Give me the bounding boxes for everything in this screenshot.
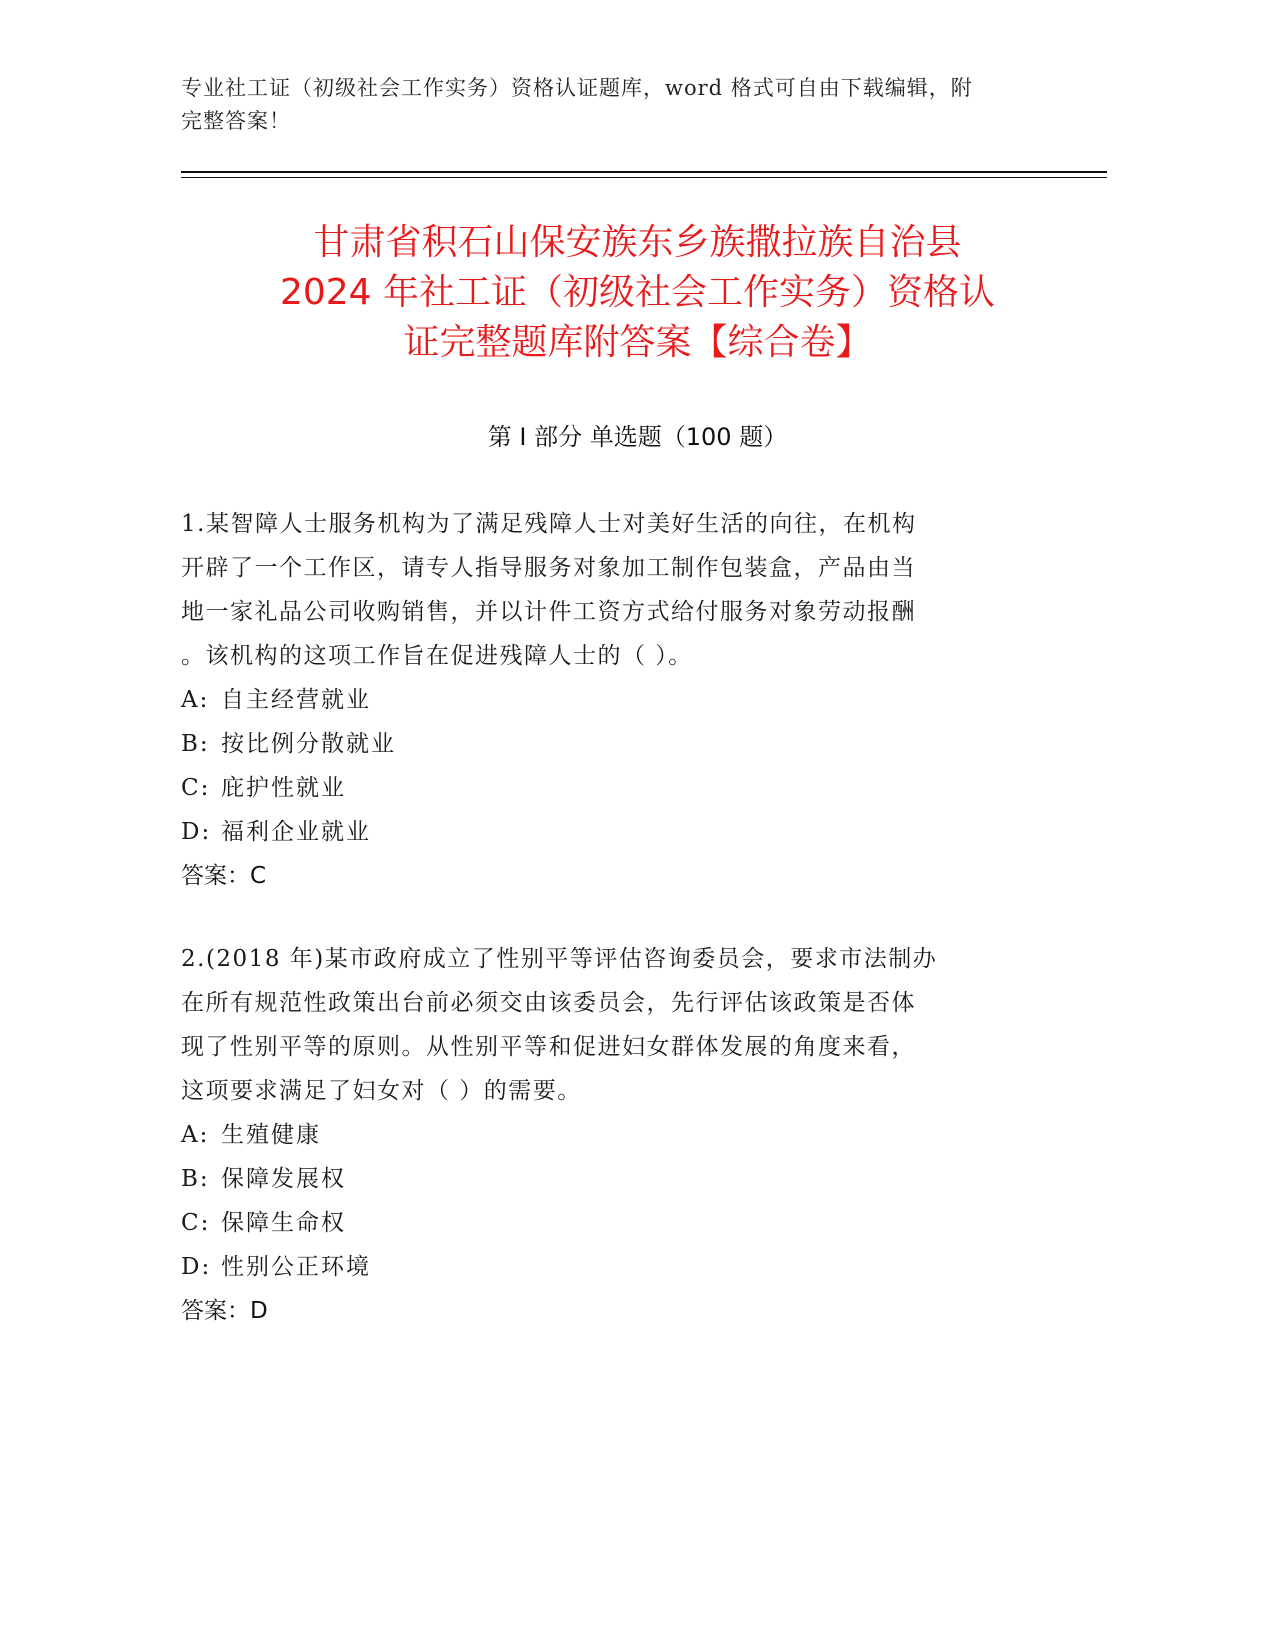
header-note [181, 72, 1041, 138]
document-title-line-2: 2024 年社工证（初级社会工作实务）资格认 [279, 272, 996, 313]
option-key: D: [181, 819, 212, 845]
option-c [181, 1201, 1031, 1245]
option-a [181, 678, 1031, 722]
option-text: 保障生命权 [221, 1210, 346, 1236]
question-stem-line: 2.(2018 年)某市政府成立了性别平等评估咨询委员会，要求市法制办 [181, 946, 938, 972]
option-d [181, 810, 1031, 854]
question-2 [181, 937, 1031, 1333]
header-divider-thick [181, 171, 1107, 173]
option-key: D: [181, 1254, 212, 1280]
question-1 [181, 502, 1031, 898]
option-text: 自主经营就业 [221, 687, 371, 713]
document-title-line-3: 证完整题库附答案【综合卷】 [403, 322, 872, 363]
option-key: B: [181, 731, 210, 757]
option-text: 生殖健康 [221, 1122, 321, 1148]
question-stem-line: 地一家礼品公司收购销售，并以计件工资方式给付服务对象劳动报酬 [181, 599, 916, 625]
option-key: C: [181, 775, 211, 801]
option-text: 按比例分散就业 [221, 731, 396, 757]
option-c [181, 766, 1031, 810]
option-b [181, 1157, 1031, 1201]
option-a [181, 1113, 1031, 1157]
option-text: 庇护性就业 [221, 775, 346, 801]
option-key: A: [181, 687, 210, 713]
answer-line: 答案：C [181, 863, 267, 889]
document-title-line-1: 甘肃省积石山保安族东乡族撒拉族自治县 [313, 222, 962, 263]
question-stem-line: 开辟了一个工作区，请专人指导服务对象加工制作包装盒，产品由当 [181, 555, 916, 581]
question-stem [181, 502, 1031, 678]
header-note-line-2: 完整答案！ [181, 109, 291, 133]
question-stem-line: 在所有规范性政策出台前必须交由该委员会，先行评估该政策是否体 [181, 990, 916, 1016]
option-b [181, 722, 1031, 766]
header-note-line-1: 专业社工证（初级社会工作实务）资格认证题库，word 格式可自由下载编辑，附 [181, 76, 973, 100]
option-key: B: [181, 1166, 210, 1192]
option-d [181, 1245, 1031, 1289]
option-text: 保障发展权 [221, 1166, 346, 1192]
option-text: 性别公正环境 [221, 1254, 371, 1280]
question-stem-line: 1.某智障人士服务机构为了满足残障人士对美好生活的向往，在机构 [181, 511, 917, 537]
question-stem [181, 937, 1031, 1113]
option-text: 福利企业就业 [221, 819, 371, 845]
question-stem-line: 。该机构的这项工作旨在促进残障人士的（ ）。 [181, 643, 693, 669]
section-heading: 第 I 部分 单选题（100 题） [487, 423, 788, 451]
question-stem-line: 现了性别平等的原则。从性别平等和促进妇女群体发展的角度来看， [181, 1034, 916, 1060]
answer-line: 答案：D [181, 1298, 268, 1324]
header-divider-thin [181, 177, 1107, 178]
document-title [150, 218, 1125, 368]
option-key: C: [181, 1210, 211, 1236]
option-key: A: [181, 1122, 210, 1148]
question-stem-line: 这项要求满足了妇女对（ ）的需要。 [181, 1078, 582, 1104]
